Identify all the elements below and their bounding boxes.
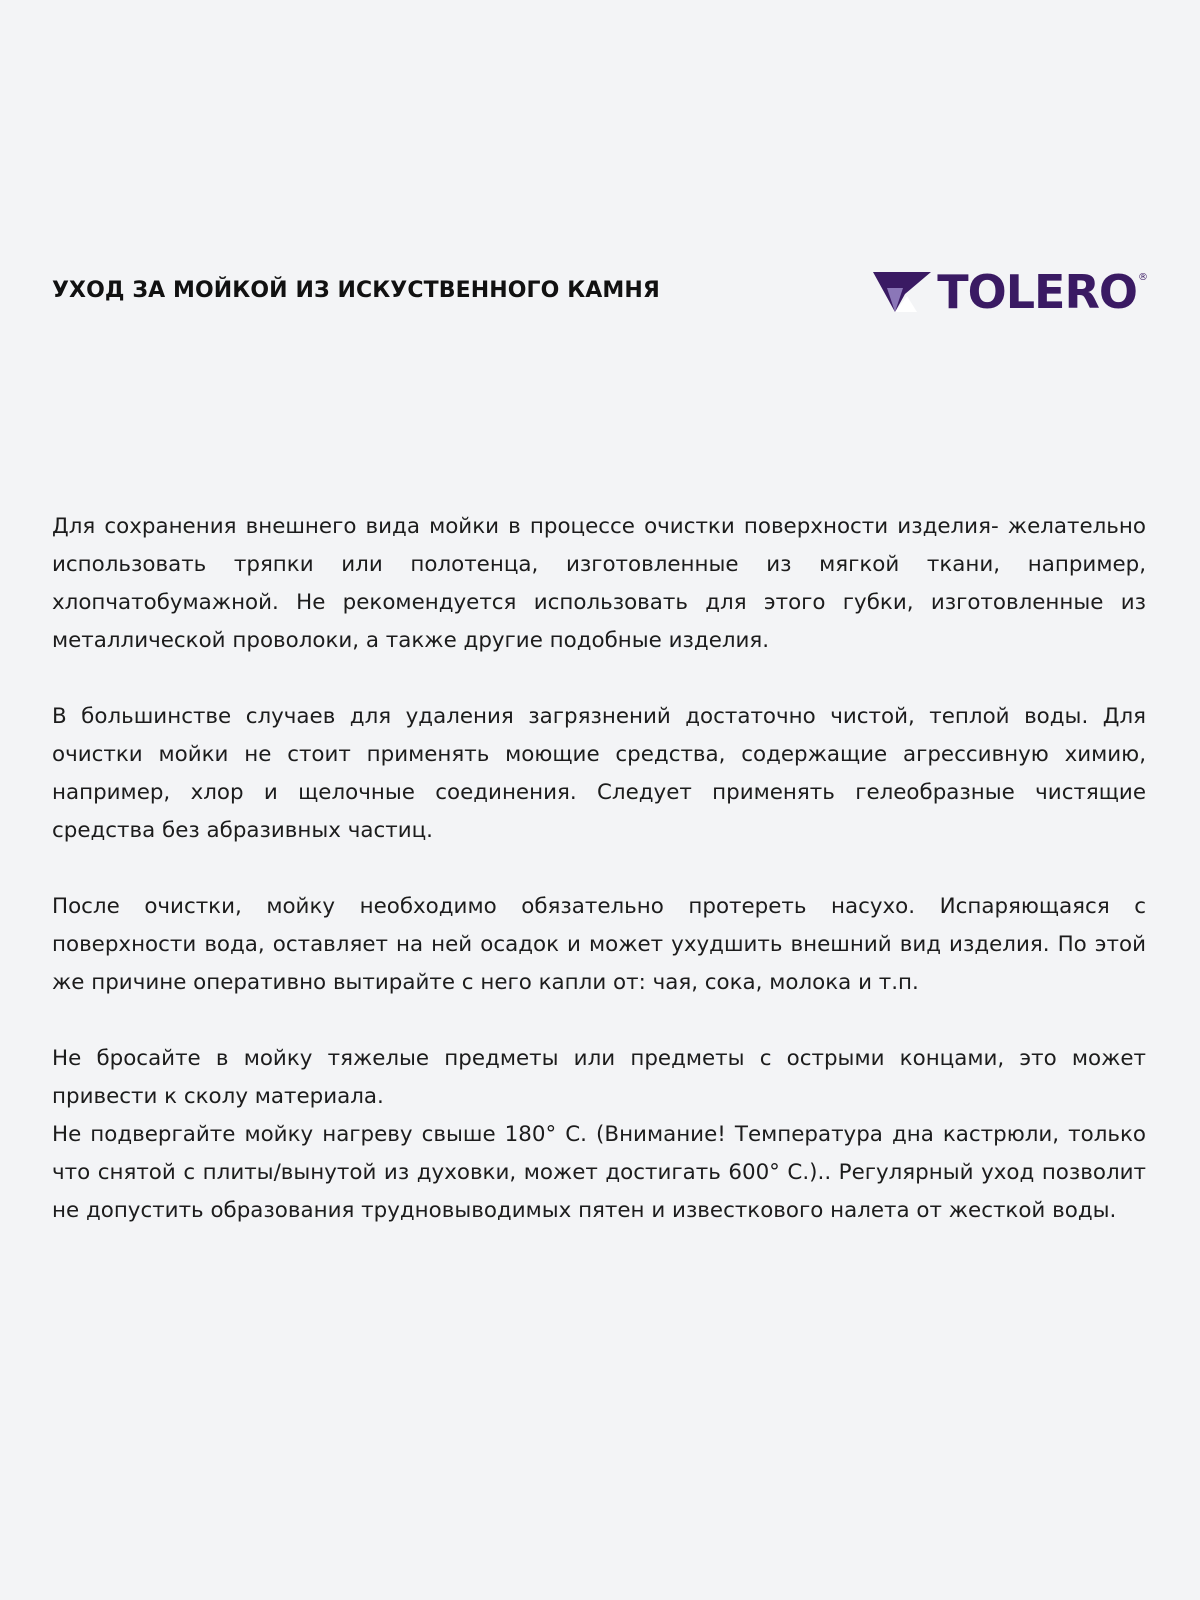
paragraph-cleaning-cloth: Для сохранения внешнего вида мойки в процессе очистки поверхности изделия- желательно использовать тряпки или полотенца, изготовленные из мягкой ткани, например, хлопчатобумажной. Не рекомендуется использовать для этого губки, изготовленные из металлической проволоки, а также другие подобные изделия. (52, 514, 1146, 653)
brand-name: TOLERO (937, 265, 1137, 319)
care-instructions (52, 508, 1146, 1230)
paragraph-cleaning-agents: В большинстве случаев для удаления загрязнений достаточно чистой, теплой воды. Для очистки мойки не стоит применять моющие средства, содержащие агрессивную химию, например, хлор и щелочные соединения. Следует применять гелеобразные чистящие средства без абразивных частиц. (52, 704, 1146, 843)
page-title: УХОД ЗА МОЙКОЙ ИЗ ИСКУСТВЕННОГО КАМНЯ (52, 278, 660, 303)
brand-logo (873, 265, 1148, 319)
registered-mark: ® (1138, 272, 1148, 283)
tolero-logo-icon (873, 272, 931, 312)
paragraph-drying: После очистки, мойку необходимо обязательно протереть насухо. Испаряющаяся с поверхности вода, оставляет на ней осадок и может ухудшить внешний вид изделия. По этой же причине оперативно вытирайте с него капли от: чая, сока, молока и т.п. (52, 894, 1146, 995)
paragraph-heavy-objects: Не бросайте в мойку тяжелые предметы или предметы с острыми концами, это может привести к сколу материала. (52, 1046, 1146, 1109)
paragraph-heat-warning: Не подвергайте мойку нагреву свыше 180° С. (Внимание! Температура дна кастрюли, только что снятой с плиты/вынутой из духовки, может достигать 600° С.).. Регулярный уход позволит не допустить образования трудновыводимых пятен и известкового налета от жесткой воды. (52, 1122, 1146, 1223)
page-header (52, 265, 1148, 319)
